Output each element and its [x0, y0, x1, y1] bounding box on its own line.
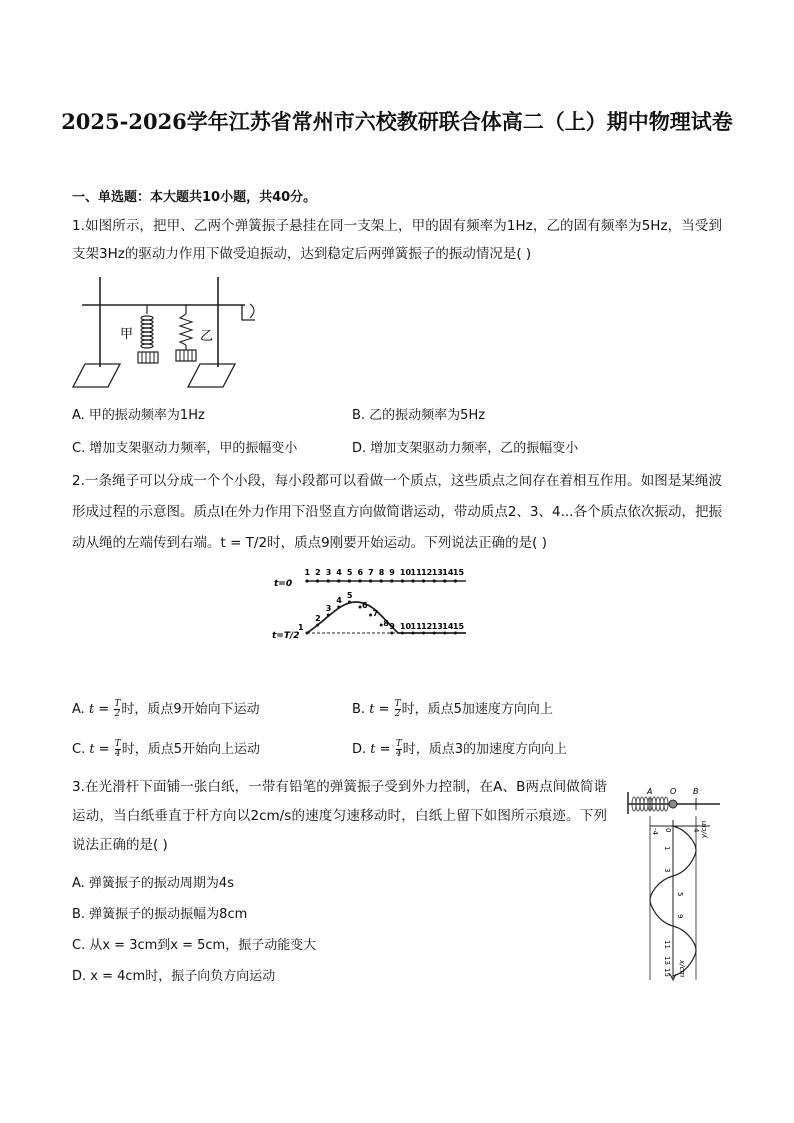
svg-text:1: 1	[663, 846, 671, 851]
particle-label-t0-13: 13	[431, 568, 443, 577]
q3-option-d: D. x = 4cm时，振子向负方向运动	[72, 969, 276, 984]
label-point-a: A	[647, 787, 653, 796]
particle-label-t-half-11: 11	[410, 622, 422, 631]
particle-t0-11	[411, 579, 414, 582]
particle-label-t0-6: 6	[357, 568, 364, 577]
q1-option-a: A. 甲的振动频率为1Hz	[72, 408, 205, 423]
particle-label-t0-5: 5	[346, 568, 353, 577]
particle-t0-14	[443, 579, 446, 582]
question-2-text	[72, 466, 722, 559]
particle-t0-8	[380, 579, 383, 582]
q3-option-a: A. 弹簧振子的振动周期为4s	[72, 876, 234, 891]
particle-t0-10	[401, 579, 404, 582]
particle-label-t-half-14: 14	[442, 622, 454, 631]
particle-label-t0-2: 2	[315, 568, 321, 577]
question-3-text	[72, 773, 607, 860]
particle-label-t0-8: 8	[378, 568, 385, 577]
q2-option-c: C. t = $\frac{T}{4}$ 时，质点5开始向上运动	[72, 739, 261, 759]
label-point-o: O	[670, 787, 677, 796]
particle-t0-6	[358, 579, 361, 582]
question-2-figure	[270, 562, 480, 644]
label-point-b: B	[693, 787, 699, 796]
particle-t0-4	[337, 579, 340, 582]
particle-label-t-half-13: 13	[431, 622, 443, 631]
particle-label-t-half-7: 7	[372, 609, 379, 618]
particle-t-half-14	[443, 632, 446, 635]
particle-label-t-half-9: 9	[389, 622, 395, 631]
particle-label-t0-12: 12	[421, 568, 433, 577]
svg-text:-4: -4	[651, 828, 659, 835]
q2-option-b: B. t = $\frac{T}{2}$ 时，质点5加速度方向向上	[352, 699, 553, 719]
particle-t0-15	[454, 579, 457, 582]
svg-text:13: 13	[663, 956, 671, 965]
particle-label-t0-4: 4	[336, 568, 342, 577]
label-y-axis: y/cm	[700, 820, 708, 838]
svg-text:11: 11	[663, 940, 671, 949]
question-1-figure	[70, 272, 270, 397]
question-3-stem: 3.在光滑杆下面铺一张白纸，一带有铅笔的弹簧振子受到外力控制，在A、B两点间做简谐运动，当白纸垂直于杆方向以2cm/s的速度匀速移动时，白纸上留下如图所示痕迹。下列说法正确的是( )	[72, 779, 607, 853]
particle-t0-13	[433, 579, 436, 582]
particle-label-t0-14: 14	[442, 568, 454, 577]
question-1-text	[72, 212, 722, 268]
particle-t-half-1	[306, 632, 309, 635]
particle-t0-9	[390, 579, 393, 582]
q1-option-d: D. 增加支架驱动力频率，乙的振幅变小	[352, 441, 579, 456]
particle-label-t-half-4: 4	[336, 596, 342, 605]
particle-t0-3	[327, 579, 330, 582]
particle-label-t-half-3: 3	[325, 604, 332, 613]
q3-option-b: B. 弹簧振子的振动振幅为8cm	[72, 907, 248, 922]
question-1-stem: 1.如图所示，把甲、乙两个弹簧振子悬挂在同一支架上，甲的固有频率为1Hz，乙的固有频率为5Hz，当受到支架3Hz的驱动力作用下做受迫振动，达到稳定后两弹簧振子的振动情况是( )	[72, 218, 722, 262]
particle-label-t-half-10: 10	[399, 622, 412, 631]
particle-label-t-half-6: 6	[362, 601, 368, 610]
question-2-stem: 2.一条绳子可以分成一个个小段，每小段都可以看做一个质点，这些质点之间存在着相互作用。如图是某绳波形成过程的示意图。质点l在外力作用下沿竖直方向做简谐运动，带动质点2、3、4...各个质点依次振动，把振动从绳的左端传到右端。t = T/2时，质点9刚要开始运动。下列说法正确的是( )	[72, 473, 722, 551]
particle-t-half-12	[422, 632, 425, 635]
spring-yi	[176, 305, 196, 361]
svg-text:9: 9	[676, 914, 684, 919]
svg-text:5: 5	[676, 892, 684, 897]
svg-text:4: 4	[692, 828, 700, 833]
q1-option-b: B. 乙的振动频率为5Hz	[352, 408, 486, 423]
svg-text:3: 3	[663, 868, 671, 873]
q1-option-c: C. 增加支架驱动力频率，甲的振幅变小	[72, 441, 298, 456]
particle-label-t0-3: 3	[325, 568, 332, 577]
particle-t-half-10	[401, 632, 404, 635]
label-t-half: t=T/2	[272, 631, 300, 641]
page-title: 2025-2026学年江苏省常州市六校教研联合体高二（上）期中物理试卷	[61, 109, 733, 134]
label-x-axis: x/cm	[678, 960, 686, 978]
particle-label-t-half-8: 8	[383, 619, 389, 628]
particle-label-t0-11: 11	[410, 568, 422, 577]
particle-t0-2	[316, 579, 319, 582]
particle-t0-5	[348, 579, 351, 582]
particle-label-t-half-15: 15	[452, 622, 465, 631]
label-t0: t=0	[274, 579, 293, 589]
particle-label-t0-7: 7	[368, 568, 374, 577]
particle-t-half-5	[348, 601, 351, 604]
q2-option-d: D. t = $\frac{T}{4}$ 时，质点3的加速度方向向上	[352, 739, 567, 759]
particle-t-half-11	[412, 632, 415, 635]
q3-option-c: C. 从x = 3cm到x = 5cm，振子动能变大	[72, 938, 317, 953]
question-3-figure	[620, 780, 730, 990]
particle-label-t0-1: 1	[304, 568, 311, 577]
particle-t-half-15	[454, 632, 457, 635]
particle-t0-1	[305, 579, 308, 582]
particle-label-t-half-1: 1	[298, 623, 304, 632]
particle-label-t-half-5: 5	[346, 591, 353, 600]
particle-label-t0-15: 15	[452, 568, 465, 577]
particle-t-half-13	[433, 632, 436, 635]
svg-text:15: 15	[663, 968, 671, 977]
particle-t0-12	[422, 579, 425, 582]
particle-label-t-half-12: 12	[421, 622, 433, 631]
q2-option-a: A. t = $\frac{T}{2}$ 时，质点9开始向下运动	[72, 699, 260, 719]
label-yi: 乙	[200, 329, 214, 344]
spring-jia	[138, 305, 158, 363]
particle-t-half-2	[316, 624, 319, 627]
particle-t-half-9	[390, 632, 393, 635]
particle-t-half-4	[337, 606, 340, 609]
particle-label-t0-9: 9	[389, 568, 395, 577]
particle-label-t-half-2: 2	[315, 614, 321, 623]
svg-text:0: 0	[664, 828, 672, 833]
particle-t-half-3	[327, 614, 330, 617]
particle-label-t0-10: 10	[399, 568, 412, 577]
label-jia: 甲	[120, 327, 134, 342]
rope-row-t-half	[298, 591, 464, 635]
particle-t0-7	[369, 579, 372, 582]
section-heading: 一、单选题：本大题共10小题，共40分。	[72, 190, 317, 205]
